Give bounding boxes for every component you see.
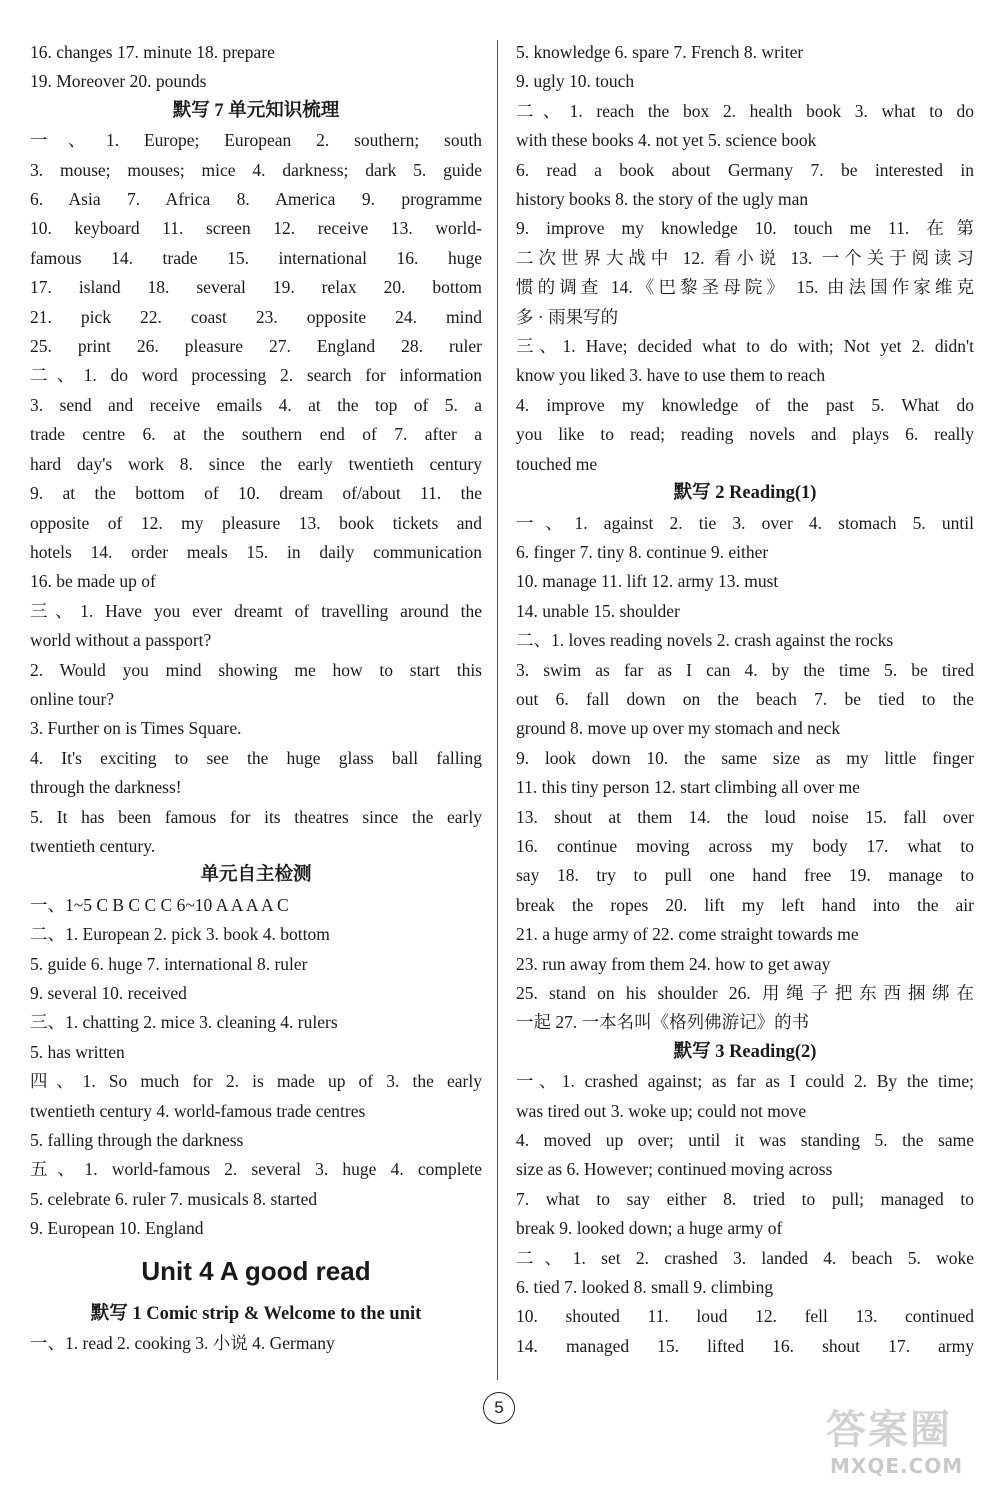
answer-line: 16. changes 17. minute 18. prepare xyxy=(30,42,275,62)
unit-title: Unit 4 A good read xyxy=(141,1255,371,1286)
answer-line: hotels 14. order meals 15. in daily communication xyxy=(30,541,482,562)
answer-line: 25. stand on his shoulder 26. 用绳子把东西捆绑在 xyxy=(516,983,974,1003)
left-column xyxy=(30,38,482,1358)
answer-line: 6. finger 7. tiny 8. continue 9. either xyxy=(516,541,769,562)
answer-line: 19. Moreover 20. pounds xyxy=(30,71,207,92)
answer-line: 五、1. world-famous 2. several 3. huge 4. complete xyxy=(30,1159,482,1180)
answer-line: 4. moved up over; until it was standing 5. the same xyxy=(516,1130,974,1151)
answer-line: hard day's work 8. since the early twentieth century xyxy=(30,453,482,474)
right-column xyxy=(516,38,974,1361)
answer-line: 25. print 26. pleasure 27. England 28. ruler xyxy=(30,336,482,357)
section-heading: 默写 3 Reading(2) xyxy=(673,1041,817,1062)
answer-line: 一、1. against 2. tie 3. over 4. stomach 5. until xyxy=(516,512,974,533)
answer-line: twentieth century. xyxy=(30,835,156,856)
answer-line: 5. guide 6. huge 7. international 8. ruler xyxy=(30,953,308,974)
answer-line: break the ropes 20. lift my left hand into the air xyxy=(516,894,974,915)
answer-line: 9. ugly 10. touch xyxy=(516,71,635,92)
answer-line: 16. be made up of xyxy=(30,571,156,592)
answer-line: 一、1. crashed against; as far as I could 2. By the time; xyxy=(516,1071,974,1092)
watermark-logo xyxy=(820,1392,990,1487)
answer-line: twentieth century 4. world-famous trade centres xyxy=(30,1100,366,1121)
answer-line: break 9. looked down; a huge army of xyxy=(516,1218,783,1239)
answer-line: 3. send and receive emails 4. at the top of 5. a xyxy=(30,394,482,415)
answer-line: 3. swim as far as I can 4. by the time 5. be tired xyxy=(516,659,974,680)
answer-line: 16. continue moving across my body 17. what to xyxy=(516,835,974,856)
answer-line: ground 8. move up over my stomach and neck xyxy=(516,718,841,739)
answer-line: say 18. try to pull one hand free 19. manage to xyxy=(516,865,974,886)
answer-line: 5. It has been famous for its theatres since the early xyxy=(30,806,482,827)
answer-line: trade centre 6. at the southern end of 7. after a xyxy=(30,424,482,445)
answer-line: size as 6. However; continued moving across xyxy=(516,1159,833,1180)
answer-line: 13. shout at them 14. the loud noise 15. fall over xyxy=(516,806,974,827)
answer-line: with these books 4. not yet 5. science book xyxy=(516,130,817,151)
answer-line: 多 · 雨果写的 xyxy=(516,306,619,327)
answer-line: 5. has written xyxy=(30,1041,125,1062)
answer-line: 3. mouse; mouses; mice 4. darkness; dark 5. guide xyxy=(30,159,482,180)
answer-line: 二、1. reach the box 2. health book 3. what to do xyxy=(516,100,974,121)
answer-line: online tour? xyxy=(30,688,115,709)
answer-line: was tired out 3. woke up; could not move xyxy=(516,1100,807,1121)
answer-line: 二、1. do word processing 2. search for information xyxy=(30,365,482,386)
answer-line: 二、1. loves reading novels 2. crash against the rocks xyxy=(516,630,894,651)
column-divider xyxy=(497,40,498,1380)
answer-line: 二、1. set 2. crashed 3. landed 4. beach 5. woke xyxy=(516,1247,974,1268)
answer-line: 14. unable 15. shoulder xyxy=(516,600,680,621)
answer-line: 10. shouted 11. loud 12. fell 13. continued xyxy=(516,1306,974,1327)
answer-line: 一、1. Europe; European 2. southern; south xyxy=(30,130,482,151)
answer-line: 10. keyboard 11. screen 12. receive 13. world- xyxy=(30,218,482,239)
answer-line: 二、1. European 2. pick 3. book 4. bottom xyxy=(30,924,330,945)
answer-line: opposite of 12. my pleasure 13. book tickets and xyxy=(30,512,482,533)
answer-line: 9. several 10. received xyxy=(30,983,187,1003)
answer-line: famous 14. trade 15. international 16. huge xyxy=(30,247,482,268)
answer-line: 4. It's exciting to see the huge glass ball falling xyxy=(30,747,482,768)
answer-line: 一起 27. 一本名叫《格列佛游记》的书 xyxy=(516,1012,810,1033)
answer-line: 21. a huge army of 22. come straight towards me xyxy=(516,924,859,945)
answer-line: 一、1~5 C B C C C 6~10 A A A A C xyxy=(30,894,289,915)
answer-line: 5. celebrate 6. ruler 7. musicals 8. started xyxy=(30,1188,318,1209)
answer-line: history books 8. the story of the ugly man xyxy=(516,189,809,210)
answer-line: 14. managed 15. lifted 16. shout 17. army xyxy=(516,1335,974,1356)
answer-line: 3. Further on is Times Square. xyxy=(30,718,242,739)
answer-line: 9. at the bottom of 10. dream of/about 11. the xyxy=(30,483,482,504)
section-heading: 单元自主检测 xyxy=(200,865,312,886)
answer-line: 9. improve my knowledge 10. touch me 11. 在第 xyxy=(516,218,974,239)
answer-line: touched me xyxy=(516,453,598,474)
answer-line: 4. improve my knowledge of the past 5. What do xyxy=(516,394,974,415)
answer-line: 5. knowledge 6. spare 7. French 8. writer xyxy=(516,42,804,62)
answer-line: 四、1. So much for 2. is made up of 3. the early xyxy=(30,1071,482,1092)
answer-line: 惯的调查 14.《巴黎圣母院》 15. 由法国作家维克 xyxy=(516,277,974,298)
answer-line: 17. island 18. several 19. relax 20. bottom xyxy=(30,277,482,298)
watermark-cn: 答案圈 xyxy=(826,1407,952,1453)
answer-line: 三、1. Have you ever dreamt of travelling around the xyxy=(30,600,482,621)
section-heading: 默写 2 Reading(1) xyxy=(673,483,817,504)
section-heading: 默写 7 单元知识梳理 xyxy=(172,100,340,121)
answer-line: 9. look down 10. the same size as my little finger xyxy=(516,747,974,768)
answer-line: 21. pick 22. coast 23. opposite 24. mind xyxy=(30,306,482,327)
answer-line: 10. manage 11. lift 12. army 13. must xyxy=(516,571,779,592)
answer-line: 二次世界大战中 12. 看小说 13. 一个关于阅读习 xyxy=(516,247,974,268)
answer-line: out 6. fall down on the beach 7. be tied to the xyxy=(516,688,974,709)
answer-line: 23. run away from them 24. how to get away xyxy=(516,953,831,974)
answer-line: 9. European 10. England xyxy=(30,1218,204,1239)
answer-line: 三、1. chatting 2. mice 3. cleaning 4. rulers xyxy=(30,1012,338,1033)
answer-line: 6. Asia 7. Africa 8. America 9. programme xyxy=(30,189,482,210)
watermark-en: MXQE.COM xyxy=(830,1454,964,1478)
answer-line: 7. what to say either 8. tried to pull; managed to xyxy=(516,1188,974,1209)
answer-line: world without a passport? xyxy=(30,630,212,651)
answer-line: through the darkness! xyxy=(30,777,182,798)
answer-line: 一、1. read 2. cooking 3. 小说 4. Germany xyxy=(30,1333,335,1354)
answer-line: 6. read a book about Germany 7. be interested in xyxy=(516,159,974,180)
page-number: 5 xyxy=(483,1392,515,1424)
answer-line: 6. tied 7. looked 8. small 9. climbing xyxy=(516,1277,774,1298)
answer-line: 5. falling through the darkness xyxy=(30,1130,244,1151)
answer-line: 2. Would you mind showing me how to start this xyxy=(30,659,482,680)
answer-line: 三、1. Have; decided what to do with; Not yet 2. didn't xyxy=(516,336,974,357)
answer-line: know you liked 3. have to use them to reach xyxy=(516,365,826,386)
answer-line: you like to read; reading novels and plays 6. really xyxy=(516,424,974,445)
section-heading: 默写 1 Comic strip & Welcome to the unit xyxy=(90,1303,422,1324)
answer-line: 11. this tiny person 12. start climbing all over me xyxy=(516,777,860,798)
